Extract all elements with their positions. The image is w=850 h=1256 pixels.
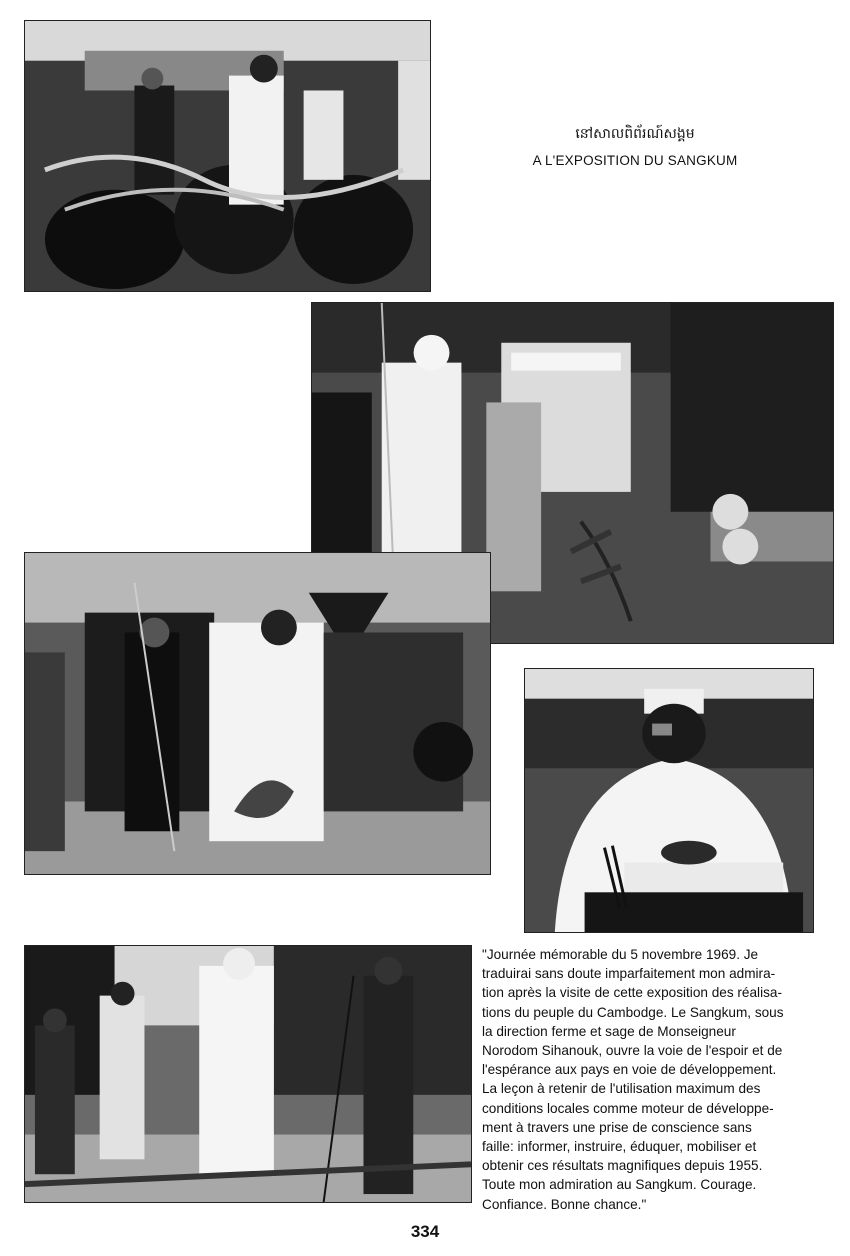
- photo-machinery-hall-image: [25, 21, 430, 291]
- quote-line: La leçon à retenir de l'utilisation maximum des: [482, 1081, 761, 1097]
- quote-line: "Journée mémorable du 5 novembre 1969. Je: [482, 947, 759, 962]
- caption-french: A L'EXPOSITION DU SANGKUM: [532, 153, 738, 168]
- quote-text: [482, 945, 830, 1214]
- quote-line: tion après la visite de cette exposition des réalisa-: [482, 985, 782, 1001]
- quote-line: ment à travers une prise de conscience sans: [482, 1119, 752, 1135]
- photo-outdoor-visit: [24, 945, 472, 1203]
- photo-caption: [510, 124, 760, 168]
- quote-line: Confiance. Bonne chance.": [482, 1196, 647, 1212]
- photo-signing-guestbook-image: [525, 669, 813, 932]
- quote-line: conditions locales comme moteur de développe-: [482, 1100, 774, 1116]
- quote-line: l'espérance aux pays en voie de développement.: [482, 1062, 777, 1078]
- photo-outdoor-visit-image: [25, 946, 471, 1202]
- quote-line: Norodom Sihanouk, ouvre la voie de l'espoir et de: [482, 1043, 783, 1059]
- page-number: 334: [410, 1222, 440, 1241]
- photo-equipment-image: [25, 553, 490, 874]
- photo-equipment: [24, 552, 491, 875]
- quote-line: obtenir ces résultats magnifiques depuis 1955.: [482, 1158, 763, 1174]
- quote-line: tions du peuple du Cambodge. Le Sangkum, sous: [482, 1004, 784, 1020]
- photo-signing-guestbook: [524, 668, 814, 933]
- caption-khmer: នៅសាលពិព័រណ៍សង្គម: [575, 126, 695, 142]
- quote-line: la direction ferme et sage de Monseigneur: [482, 1023, 736, 1039]
- quote-line: traduirai sans doute imparfaitement mon admira-: [482, 966, 776, 982]
- quote-line: faille: informer, instruire, éduquer, mobiliser et: [482, 1139, 757, 1155]
- photo-machinery-hall: [24, 20, 431, 292]
- quote-line: Toute mon admiration au Sangkum. Courage.: [482, 1177, 757, 1193]
